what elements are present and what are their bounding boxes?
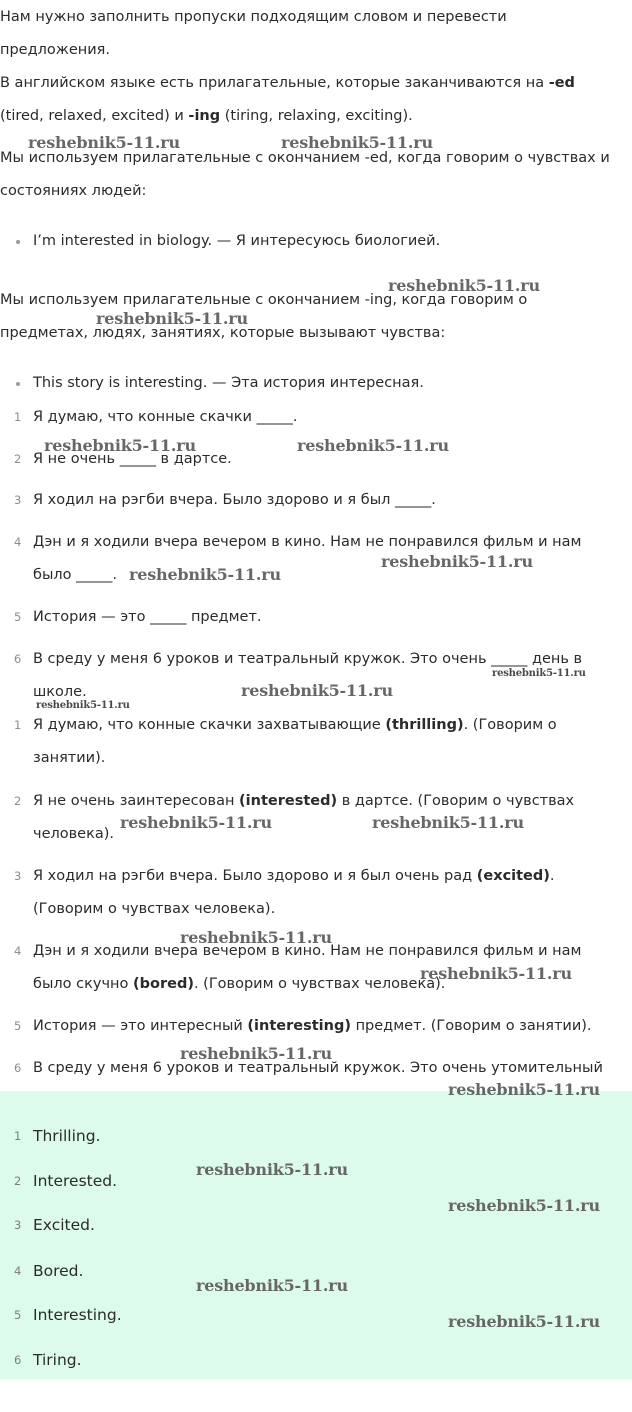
watermark: reshebnik5-11.ru	[448, 1312, 600, 1331]
watermark: reshebnik5-11.ru	[180, 1044, 332, 1063]
watermark: reshebnik5-11.ru	[388, 276, 540, 295]
watermark: reshebnik5-11.ru	[297, 436, 449, 455]
watermark: reshebnik5-11.ru	[96, 309, 248, 328]
watermark: reshebnik5-11.ru	[196, 1276, 348, 1295]
watermark: reshebnik5-11.ru	[241, 681, 393, 700]
watermark: reshebnik5-11.ru	[36, 700, 130, 711]
intro-text: Нам нужно заполнить пропуски подходящим словом и перевести	[0, 9, 507, 25]
watermark: reshebnik5-11.ru	[281, 133, 433, 152]
watermark: reshebnik5-11.ru	[196, 1160, 348, 1179]
watermark: reshebnik5-11.ru	[492, 668, 586, 679]
watermark: reshebnik5-11.ru	[129, 565, 281, 584]
watermark: reshebnik5-11.ru	[448, 1196, 600, 1215]
bullet-icon	[16, 382, 20, 386]
watermark: reshebnik5-11.ru	[44, 436, 196, 455]
watermark: reshebnik5-11.ru	[448, 1080, 600, 1099]
suffix-ing: -ing	[188, 108, 221, 124]
intro-text: предложения.	[0, 42, 110, 58]
ing-rule: Мы используем прилагательные с окончанием -ing, когда говорим о	[0, 292, 528, 308]
ing-rule: предметах, людях, занятиях, которые вызывают чувства:	[0, 325, 446, 341]
watermark: reshebnik5-11.ru	[120, 813, 272, 832]
suffix-ed: -ed	[548, 75, 575, 91]
watermark: reshebnik5-11.ru	[420, 964, 572, 983]
watermark: reshebnik5-11.ru	[372, 813, 524, 832]
intro-text: В английском языке есть прилагательные, которые заканчиваются на -ed	[0, 75, 575, 91]
bullet-icon	[16, 240, 20, 244]
ed-rule: Мы используем прилагательные с окончанием -ed, когда говорим о чувствах и	[0, 150, 610, 166]
watermark: reshebnik5-11.ru	[381, 552, 533, 571]
watermark: reshebnik5-11.ru	[28, 133, 180, 152]
ed-rule: состояниях людей:	[0, 183, 147, 199]
watermark: reshebnik5-11.ru	[180, 928, 332, 947]
intro-text: (tired, relaxed, excited) и -ing (tiring, relaxing, exciting).	[0, 108, 413, 124]
